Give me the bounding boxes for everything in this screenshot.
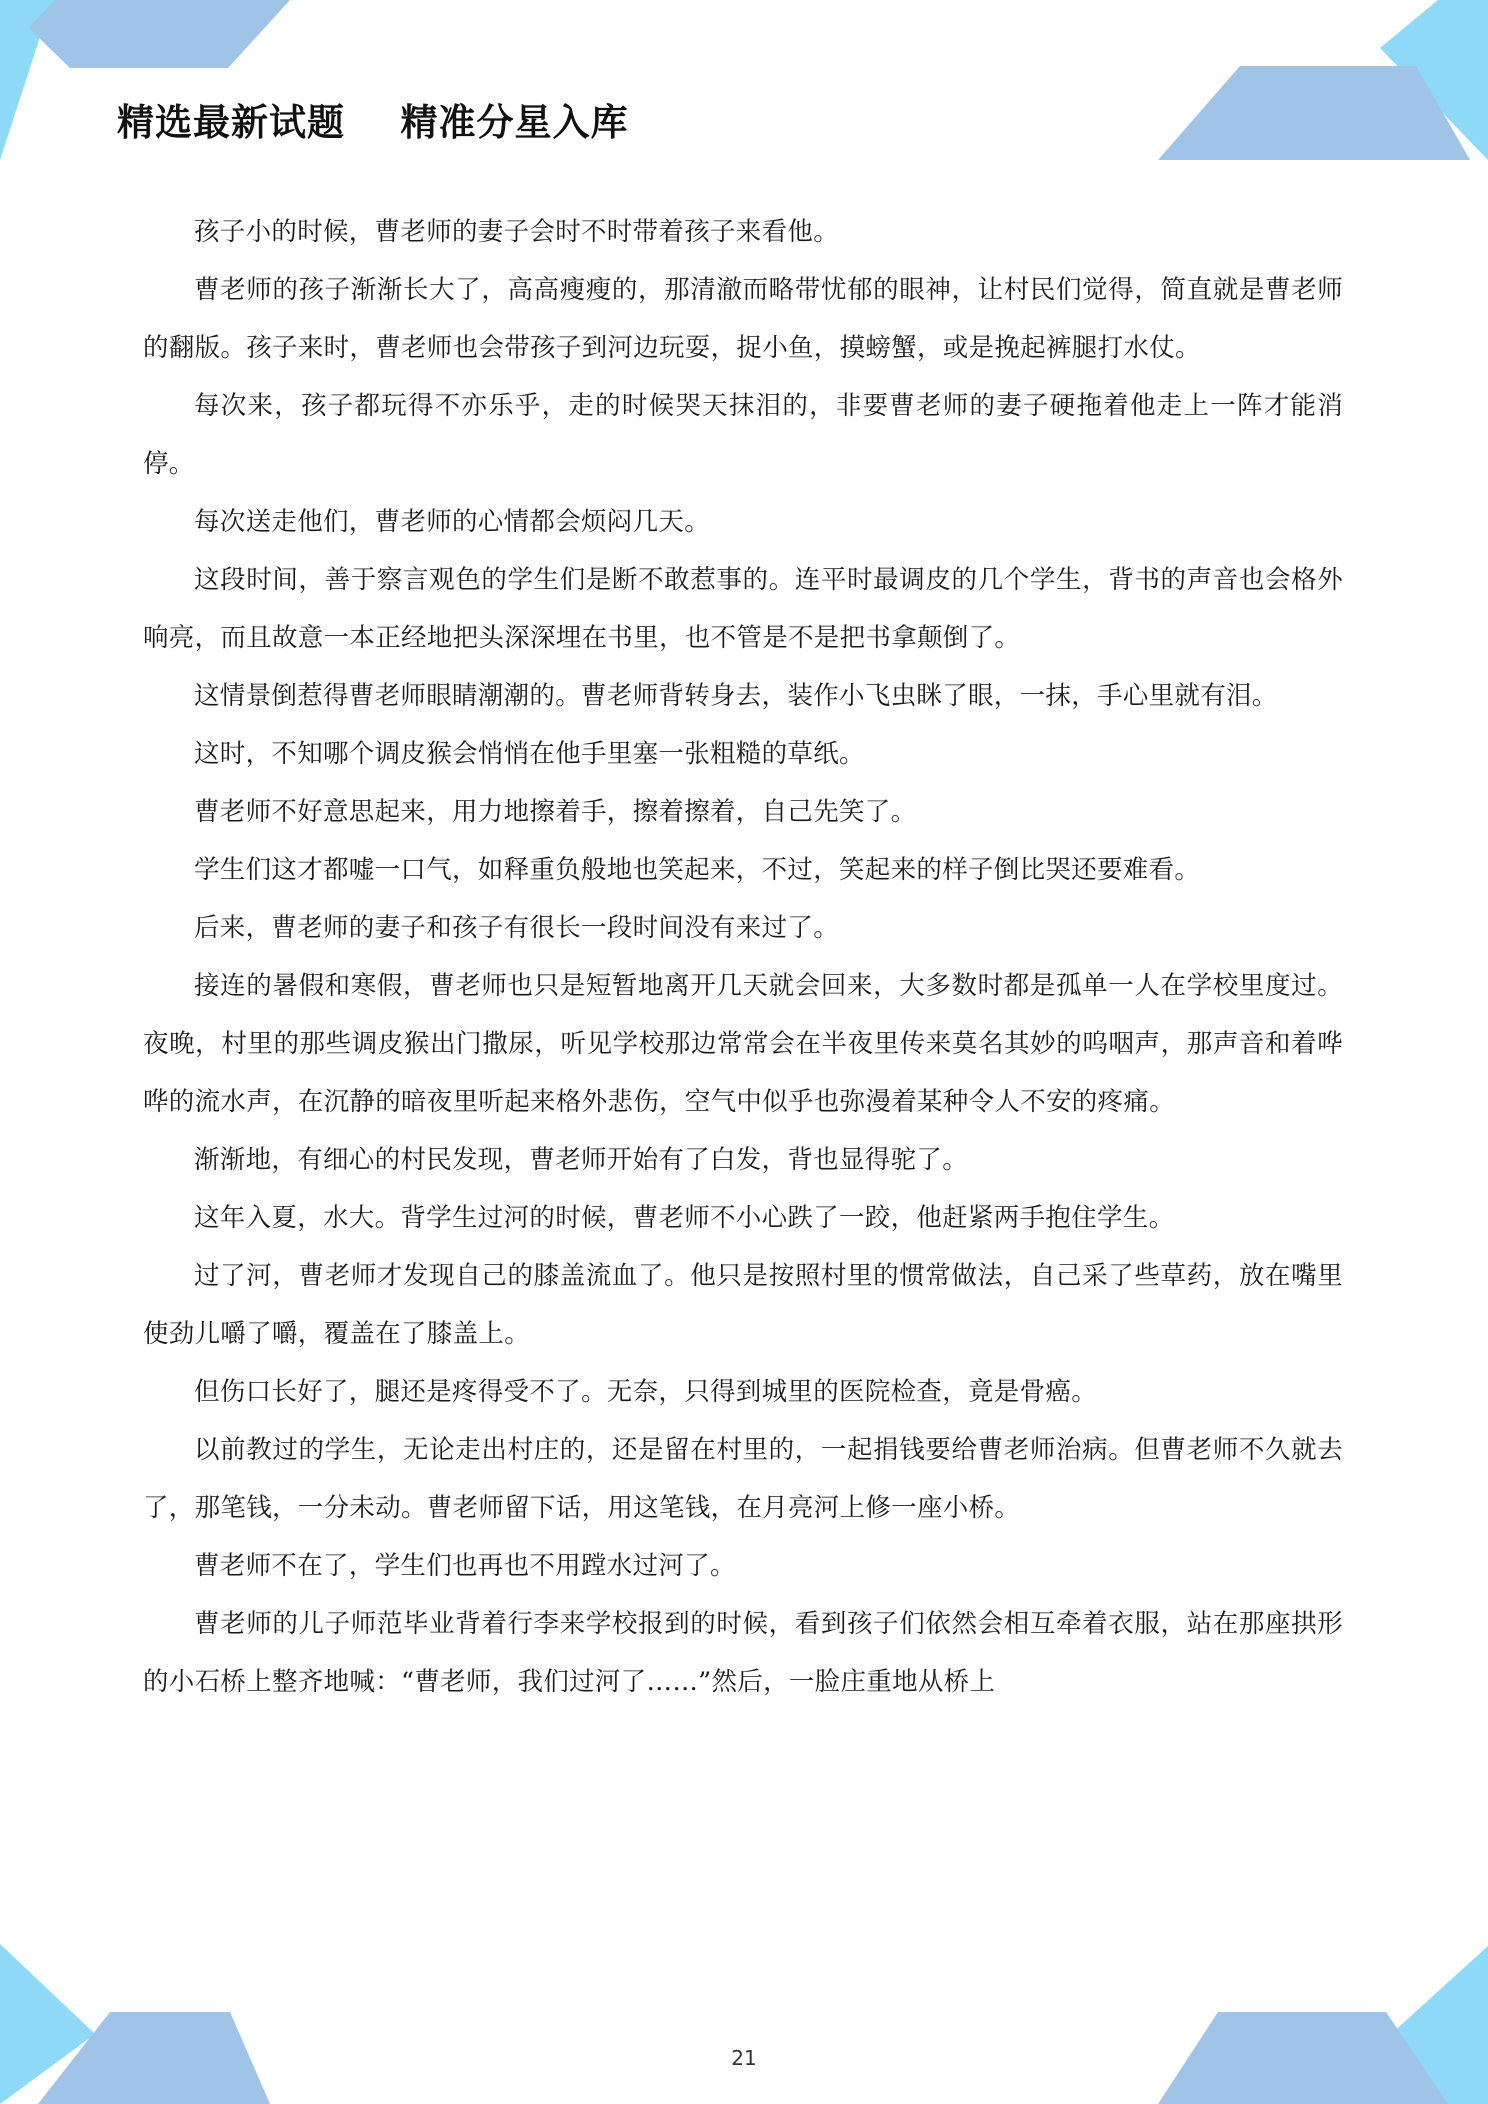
paragraph: 每次来，孩子都玩得不亦乐乎，走的时候哭天抹泪的，非要曹老师的妻子硬拖着他走上一阵才能消停。 — [143, 391, 1343, 479]
paragraph: 曹老师不在了，学生们也再也不用蹚水过河了。 — [194, 1551, 736, 1581]
page-number: 21 — [731, 2046, 757, 2070]
paragraph: 这时，不知哪个调皮猴会悄悄在他手里塞一张粗糙的草纸。 — [194, 739, 865, 769]
paragraph: 以前教过的学生，无论走出村庄的，还是留在村里的，一起捐钱要给曹老师治病。但曹老师不久就去了，那笔钱，一分未动。曹老师留下话，用这笔钱，在月亮河上修一座小桥。 — [143, 1435, 1343, 1523]
bottom-left-decoration — [0, 1934, 300, 2104]
paragraph: 这段时间，善于察言观色的学生们是断不敢惹事的。连平时最调皮的几个学生，背书的声音也会格外响亮，而且故意一本正经地把头深深埋在书里，也不管是不是把书拿颠倒了。 — [143, 565, 1343, 653]
paragraph: 这年入夏，水大。背学生过河的时候，曹老师不小心跌了一跤，他赶紧两手抱住学生。 — [194, 1203, 1175, 1233]
paragraph: 曹老师不好意思起来，用力地擦着手，擦着擦着，自己先笑了。 — [194, 797, 917, 827]
page-header-title: 精选最新试题 精准分星入库 — [117, 101, 629, 144]
paragraph: 这情景倒惹得曹老师眼睛潮潮的。曹老师背转身去，装作小飞虫眯了眼，一抹，手心里就有泪。 — [194, 681, 1278, 711]
article-body — [143, 203, 1343, 1711]
paragraph: 曹老师的孩子渐渐长大了，高高瘦瘦的，那清澈而略带忧郁的眼神，让村民们觉得，简直就是曹老师的翻版。孩子来时，曹老师也会带孩子到河边玩耍，捉小鱼，摸螃蟹，或是挽起裤腿打水仗。 — [143, 275, 1343, 363]
paragraph: 后来，曹老师的妻子和孩子有很长一段时间没有来过了。 — [194, 913, 840, 943]
paragraph: 每次送走他们，曹老师的心情都会烦闷几天。 — [194, 507, 711, 537]
paragraph: 曹老师的儿子师范毕业背着行李来学校报到的时候，看到孩子们依然会相互牵着衣服，站在那座拱形的小石桥上整齐地喊：“曹老师，我们过河了……”然后，一脸庄重地从桥上 — [143, 1609, 1343, 1697]
top-right-trapezoid — [1158, 66, 1470, 160]
bottom-right-decoration — [1158, 1934, 1488, 2104]
paragraph: 渐渐地，有细心的村民发现，曹老师开始有了白发，背也显得驼了。 — [194, 1145, 969, 1175]
paragraph: 孩子小的时候，曹老师的妻子会时不时带着孩子来看他。 — [194, 217, 840, 247]
paragraph: 学生们这才都嘘一口气，如释重负般地也笑起来，不过，笑起来的样子倒比哭还要难看。 — [194, 855, 1201, 885]
paragraph: 但伤口长好了，腿还是疼得受不了。无奈，只得到城里的医院检查，竟是骨癌。 — [194, 1377, 1098, 1407]
paragraph: 接连的暑假和寒假，曹老师也只是短暂地离开几天就会回来，大多数时都是孤单一人在学校里度过。夜晚，村里的那些调皮猴出门撒尿，听见学校那边常常会在半夜里传来莫名其妙的呜咽声，那声音和着哗哗的流水声，在沉静的暗夜里听起来格外悲伤，空气中似乎也弥漫着某种令人不安的疼痛。 — [143, 971, 1343, 1117]
top-right-decoration — [1158, 0, 1488, 170]
paragraph: 过了河，曹老师才发现自己的膝盖流血了。他只是按照村里的惯常做法，自己采了些草药，放在嘴里使劲儿嚼了嚼，覆盖在了膝盖上。 — [143, 1261, 1343, 1349]
